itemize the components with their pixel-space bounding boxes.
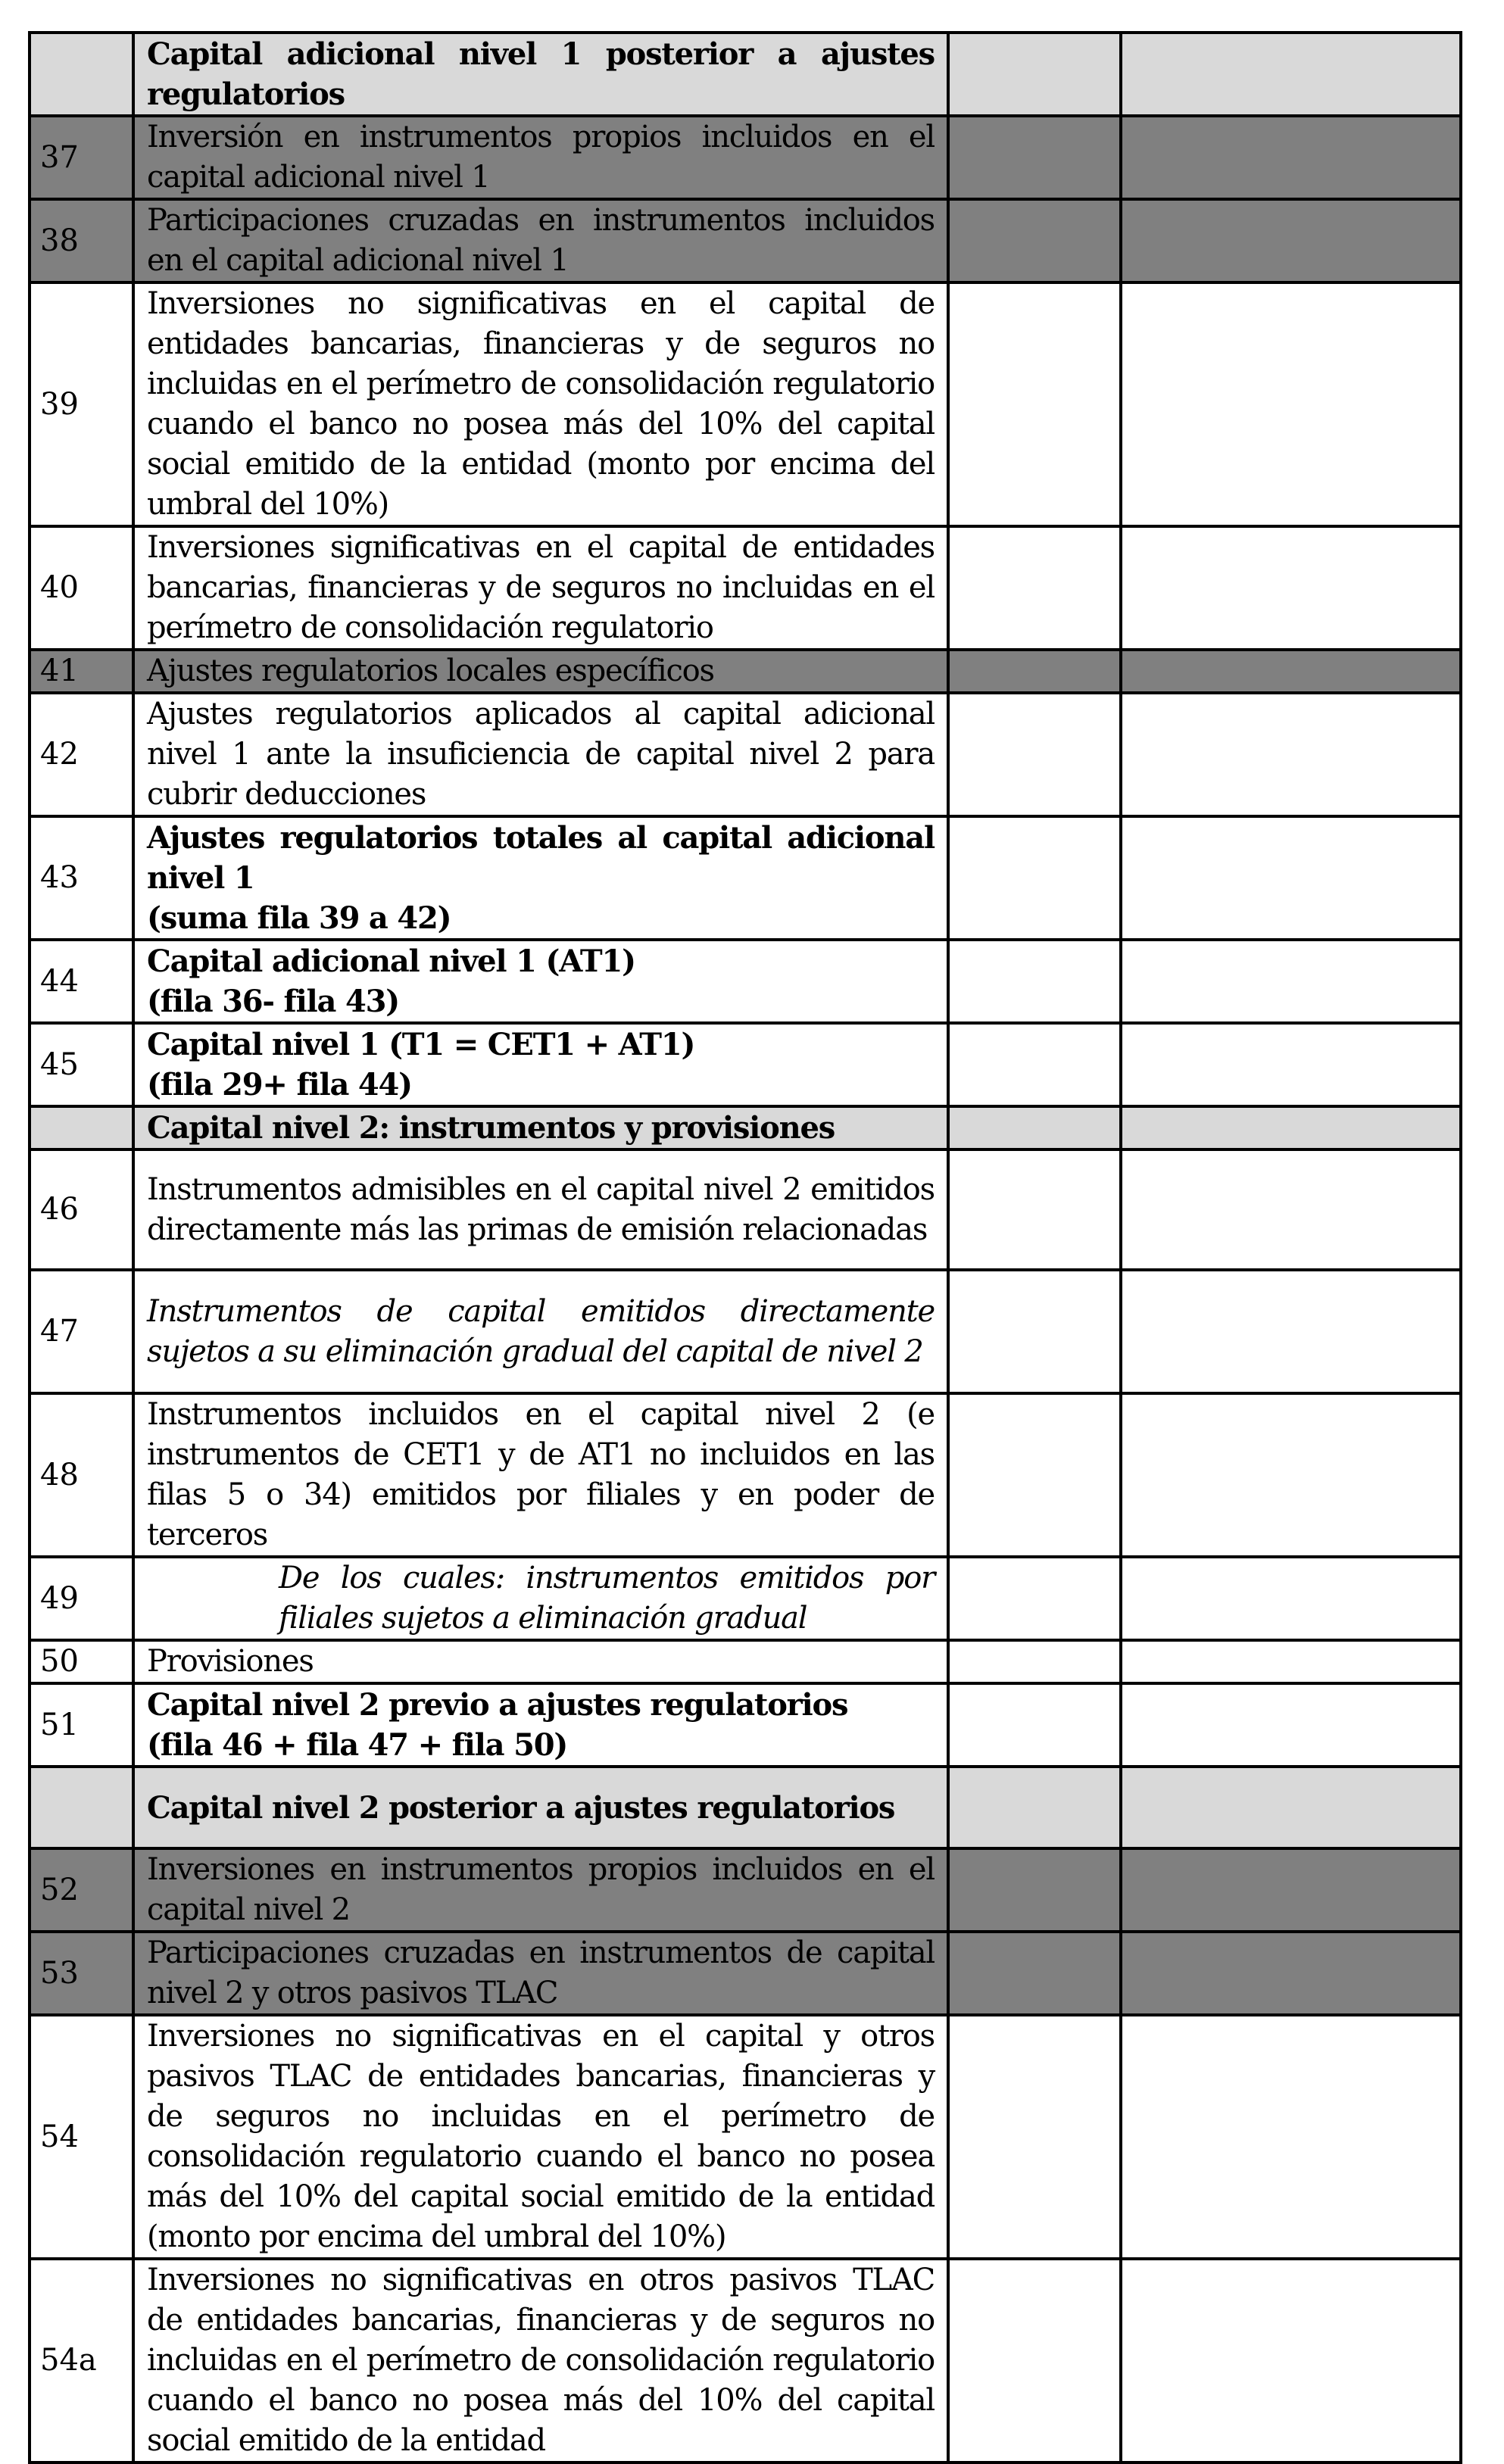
- table-row-54a: [30, 2259, 1461, 2462]
- description-text: Capital nivel 2 previo a ajustes regulatorios: [147, 1687, 848, 1723]
- table-row-51: [30, 1683, 1461, 1767]
- row-description: [133, 940, 948, 1023]
- description-text: Capital nivel 1 (T1 = CET1 + AT1): [147, 1027, 695, 1062]
- capital-disclosure-table: [28, 31, 1462, 2464]
- description-text: Ajustes regulatorios totales al capital adicional nivel 1: [147, 820, 935, 896]
- value-cell-reference[interactable]: [1121, 33, 1461, 116]
- row-description: [133, 1393, 948, 1557]
- description-text: Capital nivel 2 posterior a ajustes regulatorios: [147, 1789, 895, 1826]
- value-cell-amount[interactable]: [948, 282, 1121, 526]
- value-cell-amount[interactable]: [948, 1683, 1121, 1767]
- value-cell-reference[interactable]: [1121, 199, 1461, 282]
- description-text: Participaciones cruzadas en instrumentos de capital nivel 2 y otros pasivos TLAC: [147, 1935, 935, 2010]
- row-number: 45: [30, 1023, 133, 1106]
- row-description: [133, 282, 948, 526]
- row-description: [133, 1023, 948, 1106]
- row-number: 53: [30, 1932, 133, 2015]
- value-cell-reference[interactable]: [1121, 2015, 1461, 2259]
- row-number: [30, 1767, 133, 1848]
- formula-text: (fila 29+ fila 44): [147, 1067, 412, 1103]
- value-cell-amount[interactable]: [948, 1557, 1121, 1640]
- table-row-46: [30, 1149, 1461, 1270]
- section-header-row: [30, 1767, 1461, 1848]
- value-cell-amount[interactable]: [948, 816, 1121, 940]
- table-row-38: [30, 199, 1461, 282]
- value-cell-amount[interactable]: [948, 1149, 1121, 1270]
- formula-text: (fila 36- fila 43): [147, 984, 399, 1019]
- table-row-37: [30, 116, 1461, 199]
- description-text: Instrumentos incluidos en el capital nivel 2 (e instrumentos de CET1 y de AT1 no incluidos en las filas 5 o 34) emitidos por filiales y en poder de terceros: [147, 1397, 935, 1552]
- value-cell-reference[interactable]: [1121, 1557, 1461, 1640]
- value-cell-amount[interactable]: [948, 940, 1121, 1023]
- row-description: [133, 1767, 948, 1848]
- value-cell-amount[interactable]: [948, 1270, 1121, 1393]
- row-description: [133, 2015, 948, 2259]
- row-number: 48: [30, 1393, 133, 1557]
- section-header-row: [30, 33, 1461, 116]
- table-row-42: [30, 693, 1461, 816]
- value-cell-reference[interactable]: [1121, 526, 1461, 650]
- description-text: Inversiones significativas en el capital de entidades bancarias, financieras y de seguros no incluidas en el perímetro de consolidación regulatorio: [147, 530, 935, 645]
- value-cell-reference[interactable]: [1121, 1767, 1461, 1848]
- value-cell-amount[interactable]: [948, 693, 1121, 816]
- value-cell-reference[interactable]: [1121, 1106, 1461, 1149]
- value-cell-reference[interactable]: [1121, 693, 1461, 816]
- value-cell-reference[interactable]: [1121, 1640, 1461, 1683]
- row-description: [133, 1270, 948, 1393]
- description-text: Inversiones en instrumentos propios incluidos en el capital nivel 2: [147, 1852, 935, 1927]
- value-cell-reference[interactable]: [1121, 1393, 1461, 1557]
- description-text: De los cuales: instrumentos emitidos por filiales sujetos a eliminación gradual: [279, 1561, 935, 1636]
- table-row-54: [30, 2015, 1461, 2259]
- value-cell-reference[interactable]: [1121, 1932, 1461, 2015]
- value-cell-amount[interactable]: [948, 2015, 1121, 2259]
- value-cell-reference[interactable]: [1121, 1270, 1461, 1393]
- value-cell-reference[interactable]: [1121, 116, 1461, 199]
- description-text: Capital nivel 2: instrumentos y provisiones: [147, 1110, 835, 1146]
- table-body: [30, 33, 1461, 2462]
- description-text: Inversiones no significativas en el capital y otros pasivos TLAC de entidades bancarias, financieras y de seguros no incluidas en el perímetro de consolidación regulatorio cuando el banco no posea más del 10% del capital social emitido de la entidad (monto por encima del umbral del 10%): [147, 2019, 935, 2254]
- value-cell-reference[interactable]: [1121, 816, 1461, 940]
- value-cell-reference[interactable]: [1121, 2259, 1461, 2462]
- value-cell-reference[interactable]: [1121, 1683, 1461, 1767]
- description-text: Ajustes regulatorios aplicados al capital adicional nivel 1 ante la insuficiencia de capital nivel 2 para cubrir deducciones: [147, 697, 935, 812]
- row-description: [133, 1149, 948, 1270]
- description-text: Inversiones no significativas en el capital de entidades bancarias, financieras y de seguros no incluidas en el perímetro de consolidación regulatorio cuando el banco no posea más del 10% del capital social emitido de la entidad (monto por encima del umbral del 10%): [147, 286, 935, 522]
- table-row-40: [30, 526, 1461, 650]
- table-row-50: [30, 1640, 1461, 1683]
- row-description: [133, 1640, 948, 1683]
- description-text: Capital adicional nivel 1 (AT1): [147, 943, 635, 979]
- row-number: 39: [30, 282, 133, 526]
- value-cell-reference[interactable]: [1121, 1149, 1461, 1270]
- value-cell-reference[interactable]: [1121, 282, 1461, 526]
- table-row-49: [30, 1557, 1461, 1640]
- table-row-52: [30, 1848, 1461, 1932]
- value-cell-amount[interactable]: [948, 1393, 1121, 1557]
- row-number: 38: [30, 199, 133, 282]
- value-cell-amount[interactable]: [948, 1640, 1121, 1683]
- value-cell-amount[interactable]: [948, 1106, 1121, 1149]
- row-number: [30, 33, 133, 116]
- row-number: 49: [30, 1557, 133, 1640]
- row-number: 42: [30, 693, 133, 816]
- row-description: [133, 1683, 948, 1767]
- formula-text: (suma fila 39 a 42): [147, 900, 451, 936]
- row-number: 41: [30, 650, 133, 693]
- row-description: [133, 1932, 948, 2015]
- value-cell-amount[interactable]: [948, 1848, 1121, 1932]
- row-number: 37: [30, 116, 133, 199]
- table-row-48: [30, 1393, 1461, 1557]
- row-description: [133, 1106, 948, 1149]
- value-cell-amount[interactable]: [948, 650, 1121, 693]
- row-description: [133, 33, 948, 116]
- value-cell-reference[interactable]: [1121, 1848, 1461, 1932]
- description-text: Inversión en instrumentos propios incluidos en el capital adicional nivel 1: [147, 120, 935, 195]
- value-cell-amount[interactable]: [948, 199, 1121, 282]
- row-description: [133, 2259, 948, 2462]
- row-number: 54: [30, 2015, 133, 2259]
- value-cell-amount[interactable]: [948, 2259, 1121, 2462]
- value-cell-amount[interactable]: [948, 1767, 1121, 1848]
- row-number: [30, 1106, 133, 1149]
- row-number: 46: [30, 1149, 133, 1270]
- section-header-row: [30, 1106, 1461, 1149]
- row-description: [133, 650, 948, 693]
- description-text: Ajustes regulatorios locales específicos: [147, 653, 714, 688]
- value-cell-amount[interactable]: [948, 116, 1121, 199]
- table-row-39: [30, 282, 1461, 526]
- value-cell-amount[interactable]: [948, 526, 1121, 650]
- row-number: 52: [30, 1848, 133, 1932]
- row-description: [133, 1557, 948, 1640]
- formula-text: (fila 46 + fila 47 + fila 50): [147, 1727, 568, 1763]
- row-number: 47: [30, 1270, 133, 1393]
- value-cell-reference[interactable]: [1121, 1023, 1461, 1106]
- table-row-44: [30, 940, 1461, 1023]
- row-number: 43: [30, 816, 133, 940]
- row-description: [133, 199, 948, 282]
- table-row-41: [30, 650, 1461, 693]
- row-number: 54a: [30, 2259, 133, 2462]
- row-number: 40: [30, 526, 133, 650]
- row-description: [133, 693, 948, 816]
- description-text: Provisiones: [147, 1644, 314, 1679]
- description-text: Inversiones no significativas en otros pasivos TLAC de entidades bancarias, financieras y de seguros no incluidas en el perímetro de consolidación regulatorio cuando el banco no posea más del 10% del capital social emitido de la entidad: [147, 2263, 935, 2458]
- row-number: 51: [30, 1683, 133, 1767]
- row-number: 44: [30, 940, 133, 1023]
- row-description: [133, 526, 948, 650]
- value-cell-reference[interactable]: [1121, 940, 1461, 1023]
- table-row-45: [30, 1023, 1461, 1106]
- row-description: [133, 116, 948, 199]
- value-cell-amount[interactable]: [948, 1023, 1121, 1106]
- description-text: Instrumentos admisibles en el capital nivel 2 emitidos directamente más las primas de emisión relacionadas: [147, 1171, 935, 1247]
- row-description: [133, 816, 948, 940]
- row-description: [133, 1848, 948, 1932]
- description-text: Participaciones cruzadas en instrumentos incluidos en el capital adicional nivel 1: [147, 203, 935, 278]
- row-number: 50: [30, 1640, 133, 1683]
- description-text: Instrumentos de capital emitidos directamente sujetos a su eliminación gradual del capital de nivel 2: [147, 1293, 935, 1369]
- value-cell-amount[interactable]: [948, 33, 1121, 116]
- table-row-47: [30, 1270, 1461, 1393]
- description-text: Capital adicional nivel 1 posterior a ajustes regulatorios: [147, 36, 935, 112]
- value-cell-amount[interactable]: [948, 1932, 1121, 2015]
- value-cell-reference[interactable]: [1121, 650, 1461, 693]
- table-row-43: [30, 816, 1461, 940]
- table-row-53: [30, 1932, 1461, 2015]
